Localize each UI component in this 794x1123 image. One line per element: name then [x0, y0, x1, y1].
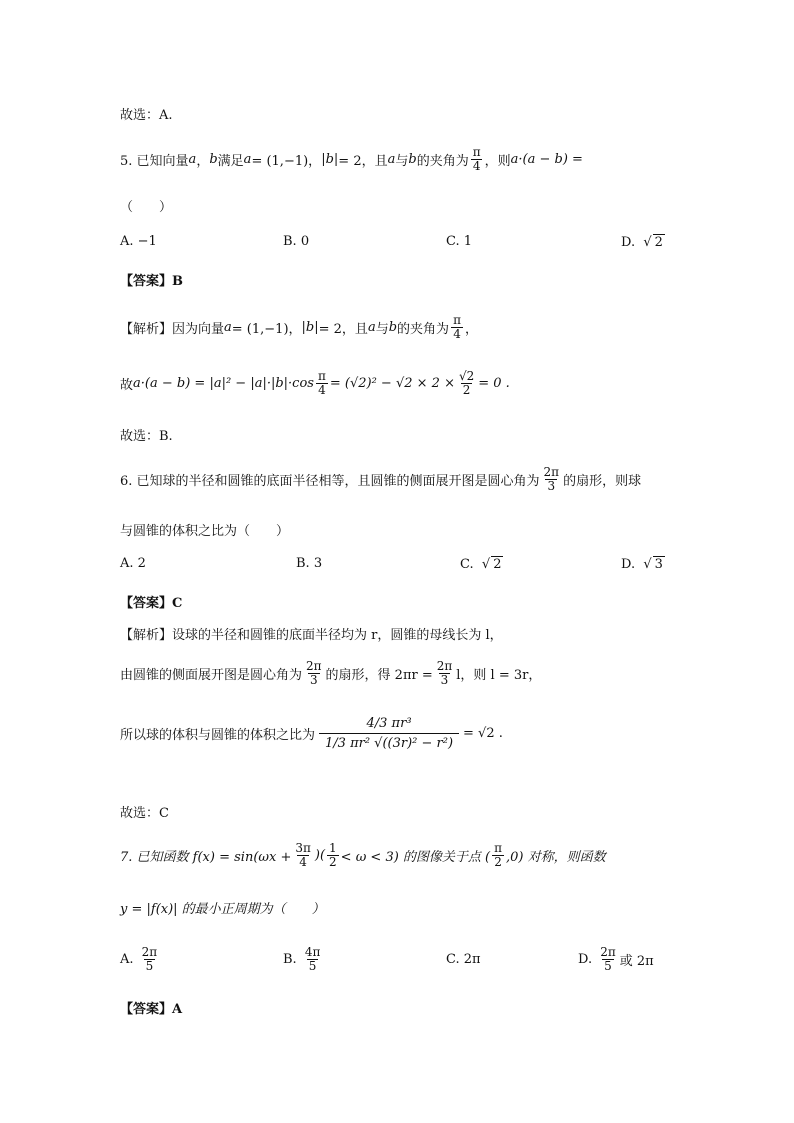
sqrt-3-d: 3 [654, 557, 663, 572]
q5-prefix: 5. 已知向量 [120, 153, 189, 169]
frac-sqrt2-2: $\frac{√2}{2}$ [458, 369, 475, 397]
vec-a-6: a [367, 319, 376, 335]
q5-calc-3: = 0 . [478, 375, 510, 391]
q5-calc-main: ·(a − b) = |a|² − |a|·|b|·cos [140, 375, 314, 391]
q5-opt-b: B. 0 [283, 234, 310, 249]
volume-ratio-frac [319, 716, 459, 751]
q6-an2-c: l，则 l = 3r， [456, 667, 542, 683]
frac-2pi-3-c: $\frac{2\pi}{3}$ [436, 659, 453, 687]
abs-b: |b| [321, 151, 339, 167]
q7-opt-b: B. $\frac{4\pi}{5}$ [283, 945, 321, 973]
q5-opt-a: A. −1 [120, 234, 157, 249]
frac-4pi-5: $\frac{4\pi}{5}$ [304, 945, 321, 973]
frac-2pi-5-d: $\frac{2\pi}{5}$ [600, 945, 616, 973]
q5-eq1: = (1,−1)， [251, 153, 322, 169]
volume-ratio-num: 4/3 πr³ [366, 716, 412, 731]
q6-line2: 与圆锥的体积之比为（ ） [120, 524, 290, 539]
q5-analysis-and: 与 [375, 321, 389, 337]
frac-pi-2: $\frac{\pi}{2}$ [494, 841, 503, 869]
frac-pi-4-b: $\frac{\pi}{4}$ [453, 313, 461, 341]
q5-comma: ， [196, 153, 210, 169]
abs-b-2: |b| [301, 319, 319, 335]
q7-b: )( [314, 847, 326, 863]
q5-answer: 【答案】B [120, 274, 183, 289]
vec-b: b [209, 151, 218, 167]
q6-opt-c: C. √ 2 [460, 556, 502, 572]
frac-2pi-3-b: $\frac{2\pi}{3}$ [306, 659, 322, 687]
q5-opt-c: C. 1 [446, 234, 473, 249]
q6-opt-d: D. √ 3 [621, 556, 663, 572]
choose-a-line [120, 104, 173, 123]
frac-3pi-4: $\frac{3\pi}{4}$ [295, 841, 311, 869]
q5-calc-prefix: 故 [120, 377, 134, 393]
vec-a: a [188, 151, 197, 167]
q5-paren-line [120, 196, 172, 215]
q6-analysis2 [120, 660, 541, 686]
frac-pi-4: $\frac{\pi}{4}$ [472, 145, 481, 173]
q6-an2-b: 的扇形，得 2πr = [325, 667, 433, 683]
q6-an2-a: 由圆锥的侧面展开图是圆心角为 [120, 667, 303, 683]
q6-analysis3 [120, 716, 503, 751]
q7-line1 [120, 842, 606, 868]
q6-analysis1: 【解析】设球的半径和圆锥的底面半径均为 r，圆锥的母线长为 l， [120, 628, 503, 643]
q5-analysis: 【解析】因为向量 a = (1,−1)， |b| = 2，且 a 与 b 的夹角为 $\frac{\pi}{4}$ ， [120, 313, 478, 341]
sqrt-2: 2 [654, 235, 663, 250]
frac-2pi-3: $\frac{2\pi}{3}$ [543, 465, 560, 493]
q5-choose: 故选：B. [120, 429, 173, 444]
vec-a-7: a [133, 375, 141, 391]
frac-2pi-5: $\frac{2\pi}{5}$ [141, 945, 158, 973]
q5-analysis-eq: = (1,−1)， [231, 321, 302, 337]
sqrt-2-c: 2 [493, 557, 502, 572]
vec-a-3: a [387, 151, 396, 167]
q5-calc-2: = (√2)² − √2 × 2 × [329, 375, 455, 391]
q5-analysis-angle: 的夹角为 [397, 321, 450, 337]
q7-opt-a: A. $\frac{2\pi}{5}$ [120, 945, 158, 973]
q7-opt-c: C. 2π [446, 952, 481, 967]
q5-paren: （ ） [120, 200, 173, 215]
q6-an3-a: 所以球的体积与圆锥的体积之比为 [120, 728, 316, 743]
q5-expr: ·(a − b) = [518, 151, 583, 167]
choose-a-text: 故选：A. [120, 108, 173, 123]
vec-a-4: a [510, 151, 519, 167]
q6-text-b: 的扇形，则球 [563, 473, 642, 489]
q7-d: ,0) 对称，则函数 [506, 849, 606, 865]
q6-choose: 故选：C [120, 806, 169, 821]
q5-calc [120, 370, 510, 396]
q5-and: 与 [395, 153, 409, 169]
q5-opt-d: D. √ 2 [621, 234, 663, 250]
q6-an3-b: = √2 . [463, 726, 503, 741]
q6-line1 [120, 466, 641, 492]
vec-a-5: a [224, 319, 232, 335]
q6-opt-a: A. 2 [120, 556, 146, 571]
q7-opt-d: D. $\frac{2\pi}{5}$ 或 2π [578, 945, 654, 973]
q5-analysis-eq2: = 2，且 [318, 321, 368, 337]
q5-then: ，则 [484, 153, 511, 169]
q5-angle: 的夹角为 [416, 153, 469, 169]
vec-b-2: b [408, 151, 417, 167]
frac-half: $\frac{1}{2}$ [329, 841, 337, 869]
q6-answer: 【答案】C [120, 596, 183, 611]
q7-answer: 【答案】A [120, 1002, 183, 1017]
q5-satisfy: 满足 [217, 153, 244, 169]
q7-c: < ω < 3) 的图像关于点 ( [340, 849, 491, 865]
q5-analysis-prefix: 【解析】因为向量 [120, 321, 225, 337]
q5-eq2: = 2，且 [338, 153, 388, 169]
q6-text-a: 6. 已知球的半径和圆锥的底面半径相等，且圆锥的侧面展开图是圆心角为 [120, 473, 540, 489]
volume-ratio-den: 1/3 πr² √((3r)² − r²) [319, 733, 459, 751]
q7-a: 7. 已知函数 f(x) = sin(ωx + [120, 849, 292, 865]
frac-pi-4-c: $\frac{\pi}{4}$ [317, 369, 326, 397]
q6-opt-b: B. 3 [296, 556, 323, 571]
vec-b-3: b [388, 319, 398, 335]
q7-opt-d-tail: 或 2π [619, 953, 654, 969]
q5-line [120, 146, 583, 172]
q7-line2: y = |f(x)| 的最小正周期为（ ） [120, 902, 325, 917]
vec-a-2: a [243, 151, 252, 167]
